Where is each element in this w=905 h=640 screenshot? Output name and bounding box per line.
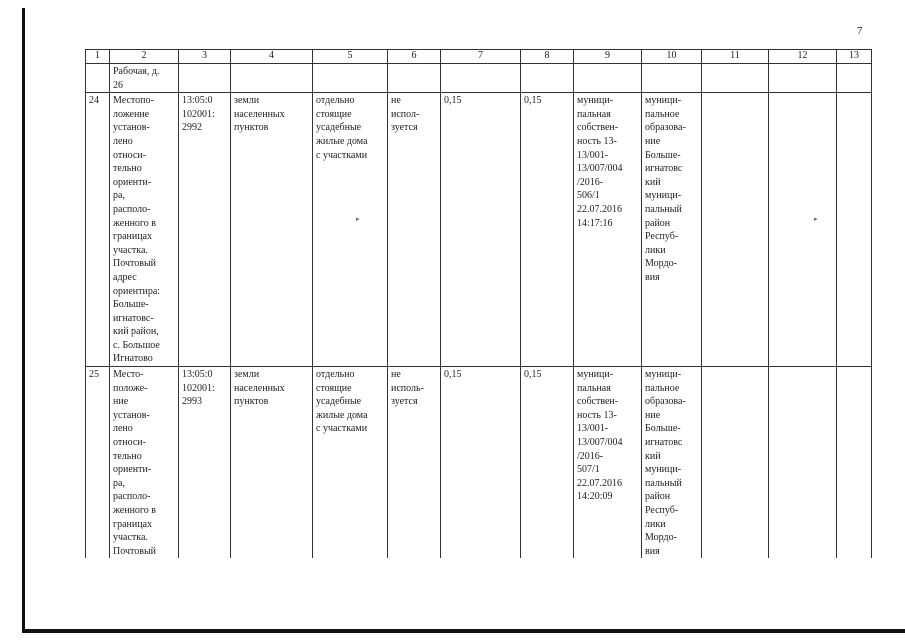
table-cell: Место- положе- ние установ- лено относи- тельно ориенти- ра, располо- женного в границах участка. Почтовый [110,367,179,559]
column-number: 1 [86,50,110,64]
table-cell [702,93,769,367]
column-number: 13 [837,50,872,64]
table-cell [769,93,837,367]
column-number: 8 [521,50,574,64]
column-number: 11 [702,50,769,64]
table-cell [231,64,313,93]
column-number: 5 [313,50,388,64]
column-number: 12 [769,50,837,64]
table-cell [769,64,837,93]
table-cell [837,93,872,367]
table-cell: 25 [86,367,110,559]
table-cell [702,64,769,93]
table-cell: 0,15 [441,93,521,367]
table-row [86,367,872,559]
column-number: 10 [642,50,702,64]
land-registry-table [85,49,872,558]
table-cell: Рабочая, д. 26 [110,64,179,93]
column-number: 7 [441,50,521,64]
table-cell [642,64,702,93]
table-cell: отдельно стоящие усадебные жилые дома с участками [313,93,388,367]
column-number: 9 [574,50,642,64]
scan-border-bottom [22,629,905,633]
column-number: 2 [110,50,179,64]
table-cell: Местопо- ложение установ- лено относи- тельно ориенти- ра, располо- женного в границах участка. Почтовый адрес ориентира: Больше- игнатовс- кий район, с. Большое Игнатово [110,93,179,367]
table-cell: земли населенных пунктов [231,93,313,367]
column-number: 6 [388,50,441,64]
table-cell [574,64,642,93]
table-cell: муници- пальная собствен- ность 13- 13/001- 13/007/004 /2016- 506/1 22.07.2016 14:17:16 [574,93,642,367]
scan-speck: ▸ [814,215,818,223]
table-row [86,64,872,93]
table-cell: 24 [86,93,110,367]
table-cell [86,64,110,93]
table-cell: муници- пальная собствен- ность 13- 13/001- 13/007/004 /2016- 507/1 22.07.2016 14:20:09 [574,367,642,559]
table-cell [441,64,521,93]
scan-border-left [22,8,25,632]
table-cell: муници- пальное образова- ние Больше- игнатовс кий муници- пальный район Респуб- лики Мордо- вия [642,367,702,559]
table-cell: отдельно стоящие усадебные жилые дома с участками [313,367,388,559]
scan-speck: ▸ [356,215,360,223]
table-cell [702,367,769,559]
table-cell [179,64,231,93]
table-cell [313,64,388,93]
table-cell: 13:05:0 102001: 2993 [179,367,231,559]
table-cell: земли населенных пунктов [231,367,313,559]
page-number: 7 [857,25,863,37]
table-cell: 0,15 [521,93,574,367]
table-cell: муници- пальное образова- ние Больше- игнатовс кий муници- пальный район Респуб- лики Мордо- вия [642,93,702,367]
table-cell [521,64,574,93]
table-cell: 13:05:0 102001: 2992 [179,93,231,367]
table-cell: не испол- зуется [388,93,441,367]
column-number: 4 [231,50,313,64]
table-cell [769,367,837,559]
table-row [86,93,872,367]
table-cell: 0,15 [521,367,574,559]
table-cell: 0,15 [441,367,521,559]
table-cell [837,64,872,93]
table-cell [837,367,872,559]
table-cell [388,64,441,93]
table-cell: не исполь- зуется [388,367,441,559]
column-number: 3 [179,50,231,64]
column-number-row [86,50,872,64]
